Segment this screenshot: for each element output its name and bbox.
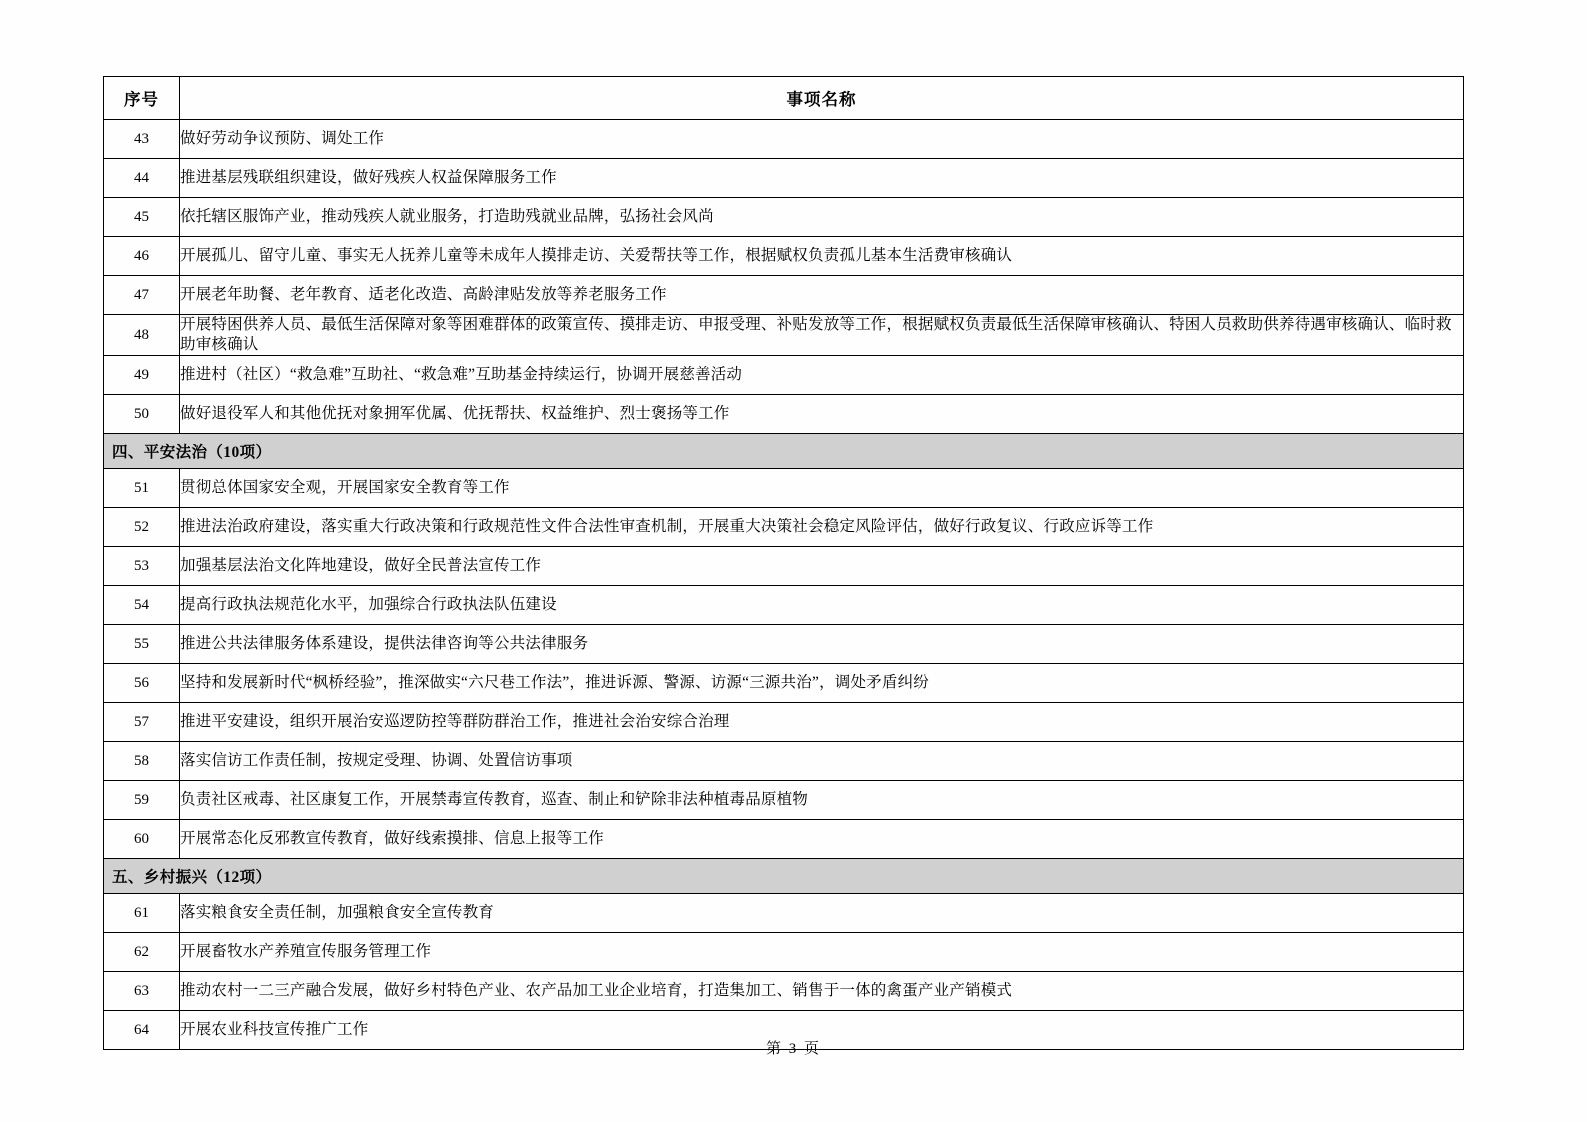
row-number: 57 [104, 703, 180, 742]
row-item-name: 推进法治政府建设，落实重大行政决策和行政规范性文件合法性审查机制，开展重大决策社会稳定风险评估，做好行政复议、行政应诉等工作 [180, 508, 1464, 547]
row-item-name: 依托辖区服饰产业，推动残疾人就业服务，打造助残就业品牌，弘扬社会风尚 [180, 198, 1464, 237]
row-number: 52 [104, 508, 180, 547]
row-number: 54 [104, 586, 180, 625]
table-row [104, 894, 1464, 933]
row-number: 61 [104, 894, 180, 933]
row-number: 60 [104, 820, 180, 859]
table-section-row [104, 859, 1464, 894]
row-number: 58 [104, 742, 180, 781]
column-header-no: 序号 [104, 77, 180, 120]
table-section-row [104, 434, 1464, 469]
row-item-name: 推动农村一二三产融合发展，做好乡村特色产业、农产品加工业企业培育，打造集加工、销售于一体的禽蛋产业产销模式 [180, 972, 1464, 1011]
table-row [104, 625, 1464, 664]
row-item-name: 做好退役军人和其他优抚对象拥军优属、优抚帮扶、权益维护、烈士褒扬等工作 [180, 395, 1464, 434]
column-header-name: 事项名称 [180, 77, 1464, 120]
section-title: 四、平安法治（10项） [104, 434, 1464, 469]
table-row [104, 159, 1464, 198]
row-item-name: 开展特困供养人员、最低生活保障对象等困难群体的政策宣传、摸排走访、申报受理、补贴发放等工作，根据赋权负责最低生活保障审核确认、特困人员救助供养待遇审核确认、临时救助审核确认 [180, 315, 1464, 356]
table-row [104, 198, 1464, 237]
row-item-name: 推进村（社区）“救急难”互助社、“救急难”互助基金持续运行，协调开展慈善活动 [180, 356, 1464, 395]
table-row [104, 664, 1464, 703]
row-number: 44 [104, 159, 180, 198]
row-item-name: 推进平安建设，组织开展治安巡逻防控等群防群治工作，推进社会治安综合治理 [180, 703, 1464, 742]
items-table [103, 76, 1464, 1050]
row-number: 62 [104, 933, 180, 972]
table-row [104, 237, 1464, 276]
table-row [104, 586, 1464, 625]
row-number: 43 [104, 120, 180, 159]
row-item-name: 开展农业科技宣传推广工作 [180, 1011, 1464, 1050]
table-row [104, 742, 1464, 781]
row-item-name: 做好劳动争议预防、调处工作 [180, 120, 1464, 159]
row-number: 48 [104, 315, 180, 356]
row-number: 49 [104, 356, 180, 395]
row-number: 53 [104, 547, 180, 586]
row-item-name: 贯彻总体国家安全观，开展国家安全教育等工作 [180, 469, 1464, 508]
table-row [104, 508, 1464, 547]
table-row [104, 781, 1464, 820]
table-row [104, 820, 1464, 859]
table-row [104, 547, 1464, 586]
table-row [104, 120, 1464, 159]
table-row [104, 972, 1464, 1011]
table-row [104, 356, 1464, 395]
row-item-name: 坚持和发展新时代“枫桥经验”，推深做实“六尺巷工作法”，推进诉源、警源、访源“三源共治”，调处矛盾纠纷 [180, 664, 1464, 703]
row-item-name: 开展老年助餐、老年教育、适老化改造、高龄津贴发放等养老服务工作 [180, 276, 1464, 315]
row-item-name: 提高行政执法规范化水平，加强综合行政执法队伍建设 [180, 586, 1464, 625]
row-number: 59 [104, 781, 180, 820]
row-number: 51 [104, 469, 180, 508]
row-number: 46 [104, 237, 180, 276]
row-number: 64 [104, 1011, 180, 1050]
table-row [104, 703, 1464, 742]
table-row [104, 469, 1464, 508]
row-item-name: 落实信访工作责任制，按规定受理、协调、处置信访事项 [180, 742, 1464, 781]
table-row [104, 395, 1464, 434]
row-number: 55 [104, 625, 180, 664]
row-number: 50 [104, 395, 180, 434]
row-item-name: 开展畜牧水产养殖宣传服务管理工作 [180, 933, 1464, 972]
row-item-name: 开展孤儿、留守儿童、事实无人抚养儿童等未成年人摸排走访、关爱帮扶等工作，根据赋权负责孤儿基本生活费审核确认 [180, 237, 1464, 276]
row-item-name: 推进公共法律服务体系建设，提供法律咨询等公共法律服务 [180, 625, 1464, 664]
row-number: 45 [104, 198, 180, 237]
row-item-name: 落实粮食安全责任制，加强粮食安全宣传教育 [180, 894, 1464, 933]
table-body [104, 120, 1464, 1050]
table-row [104, 315, 1464, 356]
table-header-row [104, 77, 1464, 120]
row-number: 56 [104, 664, 180, 703]
row-item-name: 开展常态化反邪教宣传教育，做好线索摸排、信息上报等工作 [180, 820, 1464, 859]
row-number: 47 [104, 276, 180, 315]
section-title: 五、乡村振兴（12项） [104, 859, 1464, 894]
row-number: 63 [104, 972, 180, 1011]
row-item-name: 负责社区戒毒、社区康复工作，开展禁毒宣传教育，巡查、制止和铲除非法种植毒品原植物 [180, 781, 1464, 820]
page-footer: 第 3 页 [765, 1041, 821, 1057]
row-item-name: 加强基层法治文化阵地建设，做好全民普法宣传工作 [180, 547, 1464, 586]
table-row [104, 933, 1464, 972]
table-row [104, 276, 1464, 315]
row-item-name: 推进基层残联组织建设，做好残疾人权益保障服务工作 [180, 159, 1464, 198]
